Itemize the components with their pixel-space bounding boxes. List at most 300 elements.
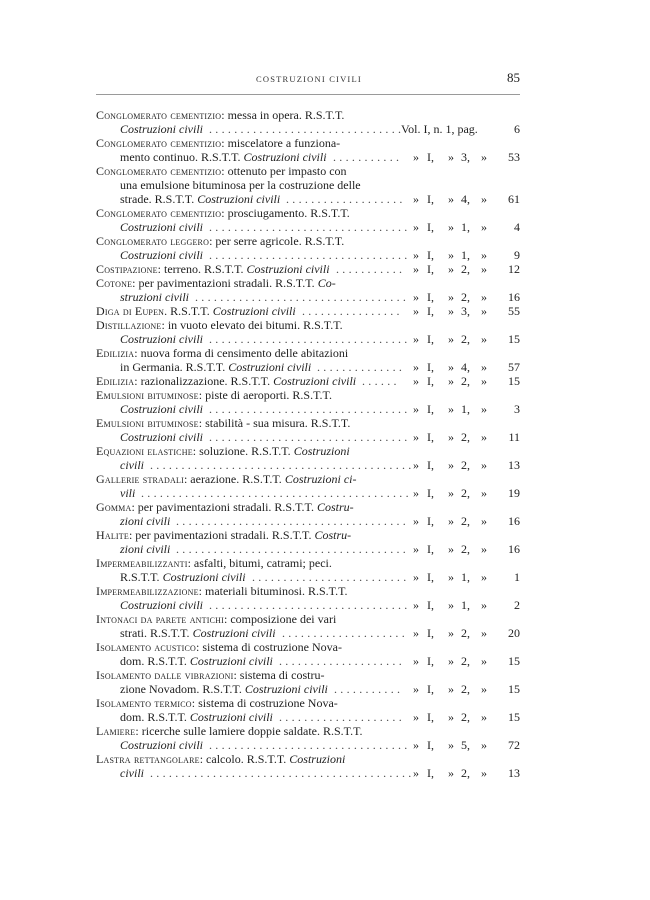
page-reference: 19 — [508, 486, 520, 500]
entry-text — [96, 598, 203, 612]
page-reference: 53 — [508, 150, 520, 164]
entry-text — [96, 514, 170, 528]
entry-line — [96, 724, 520, 738]
issue-number: 2, — [461, 290, 470, 304]
entry-text — [96, 626, 276, 640]
entry-text — [96, 402, 203, 416]
reference — [401, 262, 520, 276]
issue-number: 2, — [461, 430, 470, 444]
reference — [401, 626, 520, 640]
reference — [401, 542, 520, 556]
entry-text — [96, 360, 311, 374]
page-reference: 16 — [508, 290, 520, 304]
reference — [401, 430, 520, 444]
page-reference: 16 — [508, 514, 520, 528]
page-reference: 6 — [514, 122, 520, 136]
entry-description: : per serre agricole. R.S.T.T. — [209, 234, 345, 248]
volume: I, — [427, 248, 434, 262]
entry-text — [96, 766, 144, 780]
volume: I, — [427, 542, 434, 556]
index-entry — [96, 472, 520, 500]
entry-heading: Impermeabilizzanti — [96, 556, 188, 570]
page-reference: 4 — [514, 220, 520, 234]
entry-text — [96, 346, 348, 360]
dot-leader: ................................ — [209, 220, 411, 234]
entry-heading: Isolamento acustico — [96, 640, 196, 654]
ditto-mark: » — [481, 542, 487, 556]
page-reference: 9 — [514, 248, 520, 262]
dot-leader: ........... — [333, 150, 403, 164]
journal-title: Costruzioni civili — [189, 654, 273, 668]
entry-text — [96, 290, 189, 304]
entry-description: : nuova forma di censimento delle abitazioni — [134, 346, 349, 360]
index-entry — [96, 108, 520, 136]
ditto-mark: » — [413, 486, 419, 500]
entry-line — [96, 122, 520, 136]
ditto-mark: » — [448, 542, 454, 556]
volume: I, — [427, 766, 434, 780]
journal-title: Costru- — [316, 500, 354, 514]
entry-heading: Gomma — [96, 500, 132, 514]
issue-number: 2, — [461, 710, 470, 724]
index-entry — [96, 276, 520, 304]
journal-title: Co- — [317, 276, 336, 290]
dot-leader: ................ — [302, 304, 403, 318]
entry-text — [96, 430, 203, 444]
entry-line — [96, 192, 520, 206]
running-head: COSTRUZIONI CIVILI — [256, 74, 362, 84]
dot-leader: ..................................... — [176, 514, 410, 528]
ditto-mark: » — [413, 710, 419, 724]
issue-number: 2, — [461, 332, 470, 346]
entry-line — [96, 360, 520, 374]
entry-line — [96, 108, 520, 122]
reference — [401, 360, 520, 374]
entry-line — [96, 598, 520, 612]
page-reference: 13 — [508, 458, 520, 472]
ditto-mark: » — [481, 290, 487, 304]
page-reference: 20 — [508, 626, 520, 640]
journal-title: struzioni civili — [120, 290, 189, 304]
reference — [401, 682, 520, 696]
entry-heading: Emulsioni bituminose — [96, 416, 199, 430]
entry-description: : ricerche sulle lamiere doppie saldate. R.S.T.T. — [135, 724, 363, 738]
ditto-mark: » — [481, 150, 487, 164]
dot-leader: .................................. — [195, 290, 410, 304]
reference — [401, 290, 520, 304]
entry-text — [96, 584, 348, 598]
entry-line — [96, 682, 520, 696]
entry-text — [96, 262, 330, 276]
entry-line — [96, 276, 520, 290]
entry-text — [96, 696, 338, 710]
ditto-mark: » — [481, 304, 487, 318]
entry-line — [96, 304, 520, 318]
entry-text — [96, 458, 144, 472]
index-entry — [96, 164, 520, 206]
ditto-mark: » — [448, 766, 454, 780]
ditto-mark: » — [448, 710, 454, 724]
entry-description: dom. R.S.T.T. — [120, 710, 190, 724]
issue-number: 2, — [461, 374, 470, 388]
entry-line — [96, 668, 520, 682]
entry-heading: Conglomerato cementizio — [96, 164, 222, 178]
journal-title: Costruzioni civili — [189, 710, 273, 724]
entry-line — [96, 346, 520, 360]
volume: I, — [427, 374, 434, 388]
ditto-mark: » — [481, 262, 487, 276]
entry-description: : prosciugamento. R.S.T.T. — [221, 206, 350, 220]
index-entry — [96, 500, 520, 528]
reference — [401, 122, 520, 136]
entry-line — [96, 290, 520, 304]
entry-description: in Germania. R.S.T.T. — [120, 360, 229, 374]
entry-text — [96, 710, 273, 724]
journal-title: Costruzioni civili — [197, 192, 281, 206]
index-entry — [96, 612, 520, 640]
reference — [401, 738, 520, 752]
index-entry — [96, 318, 520, 346]
entry-line — [96, 584, 520, 598]
ditto-mark: » — [413, 290, 419, 304]
entry-text — [96, 248, 203, 262]
entry-description: : messa in opera. R.S.T.T. — [221, 108, 345, 122]
entry-text — [96, 122, 203, 136]
journal-title: Costruzioni civili — [120, 402, 204, 416]
ditto-mark: » — [413, 570, 419, 584]
ditto-mark: » — [448, 570, 454, 584]
dot-leader: .................... — [279, 710, 405, 724]
ditto-mark: » — [448, 220, 454, 234]
reference — [401, 486, 520, 500]
page-reference: 61 — [508, 192, 520, 206]
index-entry — [96, 416, 520, 444]
entry-description: : miscelatore a funziona- — [221, 136, 341, 150]
entry-text — [96, 500, 354, 514]
entry-line — [96, 710, 520, 724]
issue-number: 2, — [461, 766, 470, 780]
ditto-mark: » — [413, 360, 419, 374]
page-reference: 15 — [508, 710, 520, 724]
entry-heading: Edilizia — [96, 374, 135, 388]
journal-title: Costruzioni — [289, 752, 346, 766]
entry-text — [96, 528, 351, 542]
entry-text — [96, 570, 246, 584]
reference — [401, 458, 520, 472]
issue-number: 2, — [461, 682, 470, 696]
volume-issue-label: Vol. I, n. 1, pag. — [401, 122, 478, 136]
entry-line — [96, 388, 520, 402]
entry-line — [96, 738, 520, 752]
index-entry — [96, 584, 520, 612]
ditto-mark: » — [448, 290, 454, 304]
ditto-mark: » — [481, 332, 487, 346]
entry-description: zione Novadom. R.S.T.T. — [120, 682, 245, 696]
entry-text — [96, 668, 324, 682]
ditto-mark: » — [413, 248, 419, 262]
ditto-mark: » — [413, 192, 419, 206]
ditto-mark: » — [413, 430, 419, 444]
ditto-mark: » — [413, 220, 419, 234]
ditto-mark: » — [448, 402, 454, 416]
page-reference: 15 — [508, 682, 520, 696]
issue-number: 2, — [461, 514, 470, 528]
entry-line — [96, 612, 520, 626]
journal-title: Costruzioni civili — [273, 374, 357, 388]
volume: I, — [427, 430, 434, 444]
index-entry — [96, 136, 520, 164]
entry-description: strati. R.S.T.T. — [120, 626, 193, 640]
issue-number: 5, — [461, 738, 470, 752]
ditto-mark: » — [413, 738, 419, 752]
entry-description: : aerazione. R.S.T.T. — [183, 472, 285, 486]
entry-line — [96, 234, 520, 248]
dot-leader: ................................ — [209, 402, 411, 416]
reference — [401, 598, 520, 612]
ditto-mark: » — [448, 654, 454, 668]
entry-text — [96, 206, 350, 220]
entry-line — [96, 430, 520, 444]
dot-leader: ..................................... — [176, 542, 410, 556]
journal-title: Costruzioni civili — [244, 682, 328, 696]
ditto-mark: » — [413, 654, 419, 668]
entry-text — [96, 444, 350, 458]
entry-heading: Conglomerato cementizio — [96, 108, 222, 122]
journal-title: Costruzioni civili — [120, 598, 204, 612]
entry-line — [96, 206, 520, 220]
issue-number: 4, — [461, 360, 470, 374]
volume: I, — [427, 262, 434, 276]
reference — [401, 304, 520, 318]
entry-line — [96, 542, 520, 556]
volume: I, — [427, 360, 434, 374]
ditto-mark: » — [448, 150, 454, 164]
entry-line — [96, 640, 520, 654]
entry-text — [96, 542, 170, 556]
volume: I, — [427, 150, 434, 164]
index-entry — [96, 640, 520, 668]
journal-title: Costru- — [314, 528, 352, 542]
entry-text — [96, 318, 343, 332]
issue-number: 3, — [461, 150, 470, 164]
ditto-mark: » — [448, 598, 454, 612]
index-entry — [96, 374, 520, 388]
reference — [401, 192, 520, 206]
index-entry — [96, 556, 520, 584]
index-entry — [96, 206, 520, 234]
issue-number: 1, — [461, 402, 470, 416]
entry-heading: Conglomerato cementizio — [96, 206, 222, 220]
ditto-mark: » — [481, 710, 487, 724]
issue-number: 4, — [461, 192, 470, 206]
entry-text — [96, 556, 332, 570]
volume: I, — [427, 220, 434, 234]
entry-line — [96, 556, 520, 570]
entry-text — [96, 136, 340, 150]
reference — [401, 710, 520, 724]
entry-description: : razionalizzazione. R.S.T.T. — [134, 374, 274, 388]
entry-line — [96, 626, 520, 640]
entry-line — [96, 164, 520, 178]
volume: I, — [427, 192, 434, 206]
reference — [401, 332, 520, 346]
volume: I, — [427, 738, 434, 752]
entry-description: : composizione dei vari — [223, 612, 337, 626]
journal-title: Costruzioni ci- — [284, 472, 357, 486]
entry-text — [96, 178, 361, 192]
entry-line — [96, 766, 520, 780]
journal-title: civili — [120, 458, 144, 472]
journal-title: Costruzioni civili — [120, 332, 204, 346]
issue-number: 2, — [461, 654, 470, 668]
entry-text — [96, 416, 350, 430]
ditto-mark: » — [448, 374, 454, 388]
entry-heading: Isolamento dalle vibrazioni — [96, 668, 234, 682]
entry-text — [96, 150, 327, 164]
journal-title: Costruzioni civili — [120, 248, 204, 262]
ditto-mark: » — [481, 402, 487, 416]
ditto-mark: » — [448, 332, 454, 346]
volume: I, — [427, 570, 434, 584]
volume: I, — [427, 682, 434, 696]
entry-text — [96, 374, 356, 388]
entry-description: : soluzione. R.S.T.T. — [192, 444, 294, 458]
entry-description: . R.S.T.T. — [164, 304, 213, 318]
ditto-mark: » — [448, 248, 454, 262]
entry-heading: Emulsioni bituminose — [96, 388, 199, 402]
dot-leader: ........................................... — [141, 486, 412, 500]
ditto-mark: » — [413, 374, 419, 388]
entry-description: R.S.T.T. — [120, 570, 163, 584]
reference — [401, 514, 520, 528]
entry-heading: Costipazione — [96, 262, 158, 276]
ditto-mark: » — [413, 542, 419, 556]
ditto-mark: » — [448, 262, 454, 276]
volume: I, — [427, 486, 434, 500]
entry-line — [96, 458, 520, 472]
entry-text — [96, 682, 328, 696]
journal-title: Costruzioni — [293, 444, 350, 458]
index-entry — [96, 752, 520, 780]
ditto-mark: » — [448, 360, 454, 374]
entry-line — [96, 220, 520, 234]
entry-text — [96, 738, 203, 752]
page-reference: 55 — [508, 304, 520, 318]
ditto-mark: » — [448, 514, 454, 528]
entry-line — [96, 486, 520, 500]
ditto-mark: » — [481, 248, 487, 262]
entry-text — [96, 234, 344, 248]
dot-leader: ................................ — [209, 332, 411, 346]
index-entry — [96, 444, 520, 472]
page-number: 85 — [507, 70, 520, 85]
reference — [401, 570, 520, 584]
entry-line — [96, 262, 520, 276]
dot-leader: ................... — [286, 192, 406, 206]
entry-line — [96, 374, 520, 388]
dot-leader: ...... — [362, 374, 400, 388]
entry-description: : terreno. R.S.T.T. — [157, 262, 247, 276]
entry-description: : asfalti, bitumi, catrami; peci. — [187, 556, 332, 570]
entry-line — [96, 416, 520, 430]
ditto-mark: » — [448, 192, 454, 206]
entry-line — [96, 178, 520, 192]
entry-text — [96, 486, 135, 500]
page-reference: 2 — [514, 598, 520, 612]
ditto-mark: » — [413, 402, 419, 416]
entry-line — [96, 752, 520, 766]
issue-number: 3, — [461, 304, 470, 318]
page-reference: 15 — [508, 332, 520, 346]
issue-number: 2, — [461, 458, 470, 472]
entry-heading: Distillazione — [96, 318, 162, 332]
entry-description: strade. R.S.T.T. — [120, 192, 198, 206]
ditto-mark: » — [413, 766, 419, 780]
dot-leader: .................... — [282, 626, 408, 640]
page-reference: 57 — [508, 360, 520, 374]
page-reference: 12 — [508, 262, 520, 276]
entry-text — [96, 472, 356, 486]
index-entry — [96, 696, 520, 724]
volume: I, — [427, 626, 434, 640]
entry-description: una emulsione bituminosa per la costruzione delle — [120, 178, 361, 192]
entry-text — [96, 304, 296, 318]
ditto-mark: » — [481, 766, 487, 780]
ditto-mark: » — [481, 626, 487, 640]
entry-text — [96, 108, 344, 122]
entry-text — [96, 164, 347, 178]
issue-number: 2, — [461, 486, 470, 500]
ditto-mark: » — [413, 304, 419, 318]
issue-number: 1, — [461, 248, 470, 262]
ditto-mark: » — [413, 682, 419, 696]
volume: I, — [427, 710, 434, 724]
page-reference: 1 — [514, 570, 520, 584]
entry-line — [96, 318, 520, 332]
issue-number: 1, — [461, 220, 470, 234]
entry-line — [96, 332, 520, 346]
dot-leader: ........... — [334, 682, 404, 696]
journal-title: Costruzioni civili — [162, 570, 246, 584]
entry-text — [96, 640, 342, 654]
volume: I, — [427, 402, 434, 416]
ditto-mark: » — [481, 430, 487, 444]
issue-number: 2, — [461, 542, 470, 556]
entry-line — [96, 528, 520, 542]
ditto-mark: » — [413, 458, 419, 472]
entry-description: : in vuoto elevato dei bitumi. R.S.T.T. — [161, 318, 343, 332]
entry-line — [96, 136, 520, 150]
journal-title: zioni civili — [120, 514, 171, 528]
reference — [401, 654, 520, 668]
entry-heading: Impermeabilizzazione — [96, 584, 199, 598]
entry-heading: Gallerie stradali — [96, 472, 184, 486]
entry-description: : per pavimentazioni stradali. R.S.T.T. — [131, 500, 317, 514]
issue-number: 1, — [461, 570, 470, 584]
entry-heading: Conglomerato cementizio — [96, 136, 222, 150]
reference — [401, 766, 520, 780]
volume: I, — [427, 458, 434, 472]
entry-description: : sistema di costru- — [233, 668, 325, 682]
reference — [401, 374, 520, 388]
entry-description: : stabilità - sua misura. R.S.T.T. — [198, 416, 351, 430]
entry-line — [96, 248, 520, 262]
dot-leader: .................... — [279, 654, 405, 668]
volume: I, — [427, 598, 434, 612]
volume: I, — [427, 514, 434, 528]
ditto-mark: » — [481, 654, 487, 668]
entry-description: mento continuo. R.S.T.T. — [120, 150, 244, 164]
